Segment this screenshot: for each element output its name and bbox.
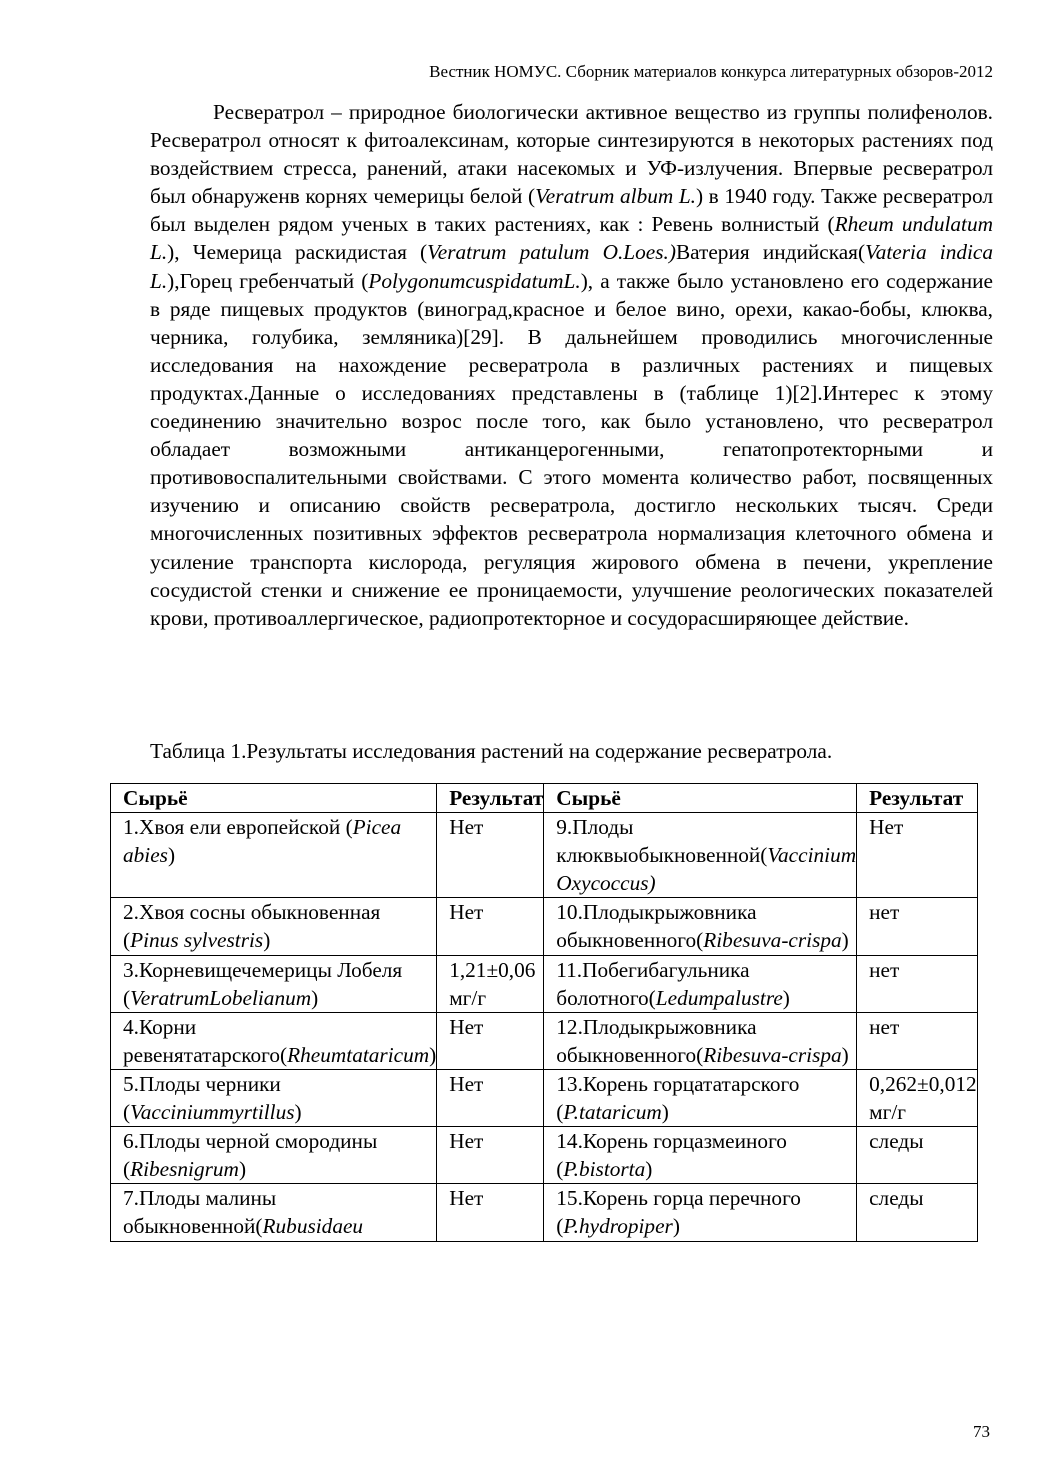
table-row <box>111 898 978 955</box>
cell-material: 6.Плоды черной смородины (Ribesnigrum) <box>111 1127 437 1184</box>
header-result-2: Результат <box>857 784 978 813</box>
header-raw-material-2: Сырьё <box>544 784 857 813</box>
cell-result: нет <box>857 955 978 1012</box>
table-row <box>111 955 978 1012</box>
table-caption: Таблица 1.Результаты исследования растений на содержание ресвератрола. <box>150 739 833 763</box>
cell-result: Нет <box>437 1184 544 1241</box>
cell-material: 10.Плодыкрыжовника обыкновенного(Ribesuva-crispa) <box>544 898 857 955</box>
cell-result: нет <box>857 898 978 955</box>
main-paragraph: Ресвератрол – природное биологически активное вещество из группы полифенолов. Ресвератрол относят к фитоалексинам, которые синтезируются в некоторых растениях под воздействием стресса, ранений, атаки насекомых и УФ-излучения. Впервые ресвератрол был обнаруженв корнях чемерицы белой (Veratrum album L.) в 1940 году. Также ресвератрол был выделен рядом ученых в таких растениях, как : Ревень волнистый (Rheum undulatum L.), Чемерица раскидистая (Veratrum patulum O.Loes.)Ватерия индийская(Vateria indica L.),Горец гребенчатый (PolygonumcuspidatumL.), а также было установлено его содержание в ряде пищевых продуктов (виноград,красное и белое вино, орехи, какао-бобы, клюква, черника, голубика, земляника)[29]. В дальнейшем проводились многочисленные исследования на нахождение ресвератрола в различных растениях и пищевых продуктах.Данные о исследованиях представлены в (таблице 1)[2].Интерес к этому соединению значительно возрос после того, как было установлено, что ресвератрол обладает возможными антиканцерогенными, гепатопротекторными и противовоспалительными свойствами. С этого момента количество работ, посвященных изучению и описанию свойств ресвератрола, достигло нескольких тысяч. Среди многочисленных позитивных эффектов ресвератрола нормализация клеточного обмена и усиление транспорта кислорода, регуляция жирового обмена в печени, укрепление сосудистой стенки и снижение ее проницаемости, улучшение реологических показателей крови, противоаллергическое, радиопротекторное и сосудорасширяющее действие. <box>150 100 994 630</box>
cell-material: 5.Плоды черники (Vacciniummyrtillus) <box>111 1069 437 1126</box>
results-table <box>110 783 978 1242</box>
cell-result: 1,21±0,06 мг/г <box>437 955 544 1012</box>
cell-material: 13.Корень горцататарского (P.tataricum) <box>544 1069 857 1126</box>
cell-result: Нет <box>437 813 544 898</box>
page-number: 73 <box>973 1422 990 1441</box>
table-row <box>111 1012 978 1069</box>
cell-result: Нет <box>437 1069 544 1126</box>
table-row <box>111 1069 978 1126</box>
cell-material: 15.Корень горца перечного (P.hydropiper) <box>544 1184 857 1241</box>
cell-material: 3.Корневищечемерицы Лобеля (VeratrumLobelianum) <box>111 955 437 1012</box>
cell-result: Нет <box>437 1012 544 1069</box>
cell-result: Нет <box>437 898 544 955</box>
table-row <box>111 1184 978 1241</box>
cell-material: 11.Побегибагульника болотного(Ledumpalustre) <box>544 955 857 1012</box>
header-raw-material-1: Сырьё <box>111 784 437 813</box>
cell-material: 9.Плоды клюквыобыкновенной(Vaccinium Oxycoccus) <box>544 813 857 898</box>
cell-material: 4.Корни ревенятатарского(Rheumtataricum) <box>111 1012 437 1069</box>
table-header-row <box>111 784 978 813</box>
cell-material: 1.Хвоя ели европейской (Picea abies) <box>111 813 437 898</box>
cell-material: 2.Хвоя сосны обыкновенная (Pinus sylvestris) <box>111 898 437 955</box>
cell-material: 14.Корень горцазмеиного (P.bistorta) <box>544 1127 857 1184</box>
table-row <box>111 813 978 898</box>
table-row <box>111 1127 978 1184</box>
running-header: Вестник НОМУС. Сборник материалов конкурса литературных обзоров-2012 <box>429 62 993 81</box>
cell-result: следы <box>857 1184 978 1241</box>
cell-result: 0,262±0,012 мг/г <box>857 1069 978 1126</box>
cell-result: нет <box>857 1012 978 1069</box>
cell-material: 12.Плодыкрыжовника обыкновенного(Ribesuva-crispa) <box>544 1012 857 1069</box>
header-result-1: Результат <box>437 784 544 813</box>
cell-result: Нет <box>857 813 978 898</box>
cell-result: следы <box>857 1127 978 1184</box>
cell-result: Нет <box>437 1127 544 1184</box>
cell-material: 7.Плоды малины обыкновенной(Rubusidaeu <box>111 1184 437 1241</box>
